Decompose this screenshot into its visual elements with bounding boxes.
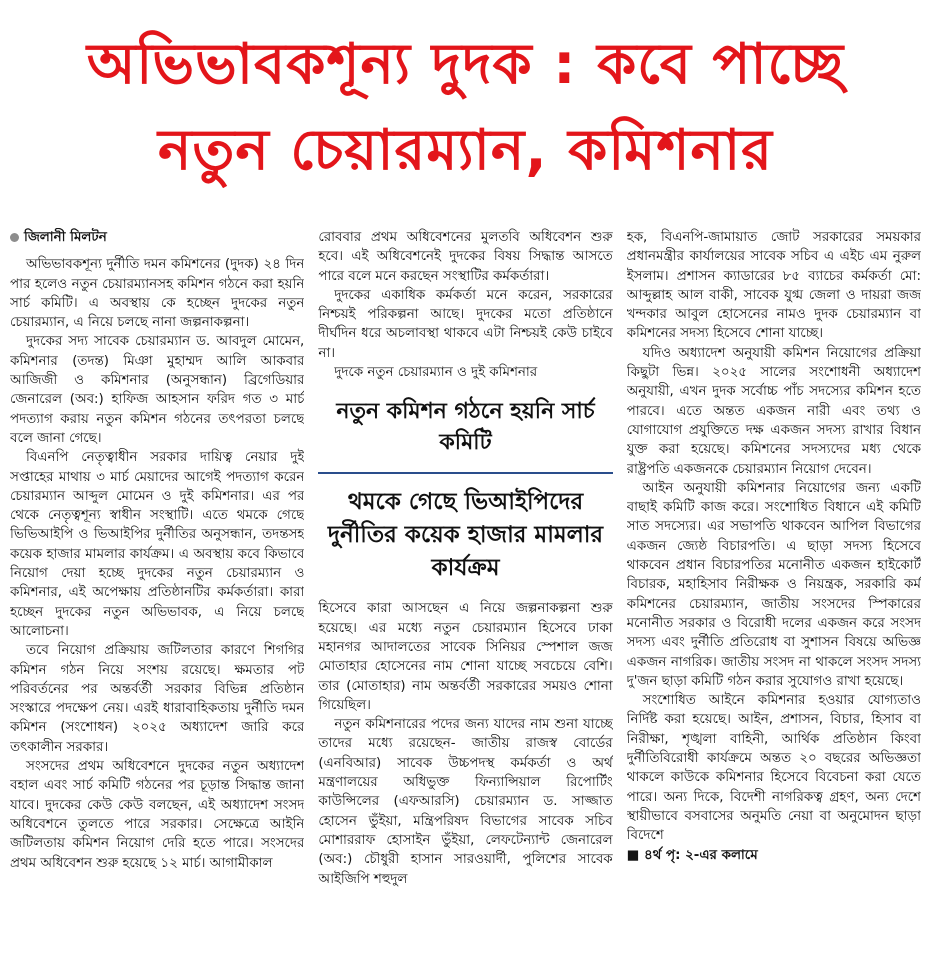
paragraph: দুদকের সদ্য সাবেক চেয়ারম্যান ড. আবদুল মোমেন, কমিশনার (তদন্ত) মিঞা মুহাম্মদ আলি আকবার আজিজী ও কমিশনার (অনুসন্ধান) ব্রিগেডিয়ার জেনারেল (অব:) হাফিজ আহসান ফরিদ গত ৩ মার্চ পদত্যাগ করায় নতুন কমিশন গঠনের তৎপরতা চলছে বলে জানা গেছে। bbox=[10, 334, 305, 446]
divider-line bbox=[318, 472, 612, 474]
paragraph: হিসেবে কারা আসছেন এ নিয়ে জল্পনাকল্পনা শুরু হয়েছে। এর মধ্যে নতুন চেয়ারম্যান হিসেবে ঢাকা মহানগর আদালতের সাবেক সিনিয়র স্পেশাল জজ মোতাহার হোসেনের নাম শোনা যাচ্ছে সবচেয়ে বেশি। তার (মোতাহার) নাম অন্তর্বর্তী সরকারের সময়ও শোনা গিয়েছিল। bbox=[318, 601, 613, 713]
headline-line-1: অভিভাবকশূন্য দুদক : কবে পাচ্ছে bbox=[86, 32, 845, 97]
paragraph: সংসদের প্রথম অধিবেশনে দুদকের নতুন অধ্যাদেশ বহাল এবং সার্চ কমিটি গঠনের পর চূড়ান্ত সিদ্ধান্ত জানা যাবে। দুদকের কেউ কেউ বলছেন, এই অধ্যাদেশ সংসদ অধিবেশনে তুলতে পারে সরকার। সেক্ষেত্রে আইনি জটিলতায় কমিশন নিয়োগ দেরি হতে পারে। সংসদের প্রথম অধিবেশন শুরু হয়েছে ১২ মার্চ। আগামীকাল bbox=[10, 759, 305, 871]
bullet-dot-icon bbox=[10, 233, 19, 242]
paragraph: সংশোধিত আইনে কমিশনার হওয়ার যোগ্যতাও নির্দিষ্ট করা হয়েছে। আইন, প্রশাসন, বিচার, হিসাব বা নিরীক্ষা, শৃঙ্খলা বাহিনী, আর্থিক প্রতিষ্ঠান কিংবা দুর্নীতিবিরোধী কার্যক্রমে অন্তত ২০ বছরের অভিজ্ঞতা থাকলে কাউকে কমিশনার হিসেবে বিবেচনা করা যেতে পারে। অন্য দিকে, বিদেশী নাগরিকত্ব গ্রহণ, অন্য দেশে স্থায়ীভাবে বসবাসের অনুমতি নেয়া বা অনুমোদন ছাড়া বিদেশে bbox=[626, 693, 921, 844]
subheadline-search-committee: নতুন কমিশন গঠনে হয়নি সার্চ কমিটি bbox=[336, 399, 595, 456]
paragraph: বিএনপি নেতৃত্বাধীন সরকার দায়িত্ব নেয়ার দুই সপ্তাহের মাথায় ৩ মার্চ মেয়াদের আগেই পদত্যাগ করেন চেয়ারম্যান আব্দুল মোমেন ও দুই কমিশনার। এর পর থেকে নেতৃত্বশূন্য স্বাধীন সংস্থাটি। এতে থমকে গেছে ভিভিআইপি ও ভিআইপির দুর্নীতির অনুসন্ধান, তদন্তসহ কয়েক হাজার মামলার কার্যক্রম। এ অবস্থায় কবে কিভাবে নিয়োগ দেয়া হচ্ছে দুদকের নতুন চেয়ারম্যান ও কমিশনার, এই অপেক্ষায় প্রতিষ্ঠানটির কর্মকর্তারা। কারা হচ্ছেন দুদকের নতুন অভিভাবক, এ নিয়ে চলছে আলোচনা। bbox=[10, 450, 305, 639]
paragraph: নতুন কমিশনারের পদের জন্য যাদের নাম শুনা যাচ্ছে তাদের মধ্যে রয়েছেন- জাতীয় রাজস্ব বোর্ডের (এনবিআর) সাবেক উচ্চপদস্থ কর্মকর্তা ও অর্থ মন্ত্রণালয়ের অধিভুক্ত ফিন্যান্সিয়াল রিপোর্টিং কাউন্সিলের (এফআরসি) চেয়ারম্যান ড. সাজ্জাত হোসেন ভুঁইয়া, মন্ত্রিপরিষদ বিভাগের সাবেক সচিব মোশাররাফ হোসাইন ভুঁইয়া, লেফটেন্যান্ট জেনারেল (অব:) চৌধুরী হাসান সারওয়ার্দী, পুলিশের সাবেক আইজিপি শহুদুল bbox=[318, 717, 613, 887]
byline bbox=[10, 228, 304, 247]
paragraph: যদিও অধ্যাদেশ অনুযায়ী কমিশন নিয়োগের প্রক্রিয়া কিছুটা ভিন্ন। ২০২৫ সালের সংশোধনী অধ্যাদেশ অনুযায়ী, এখন দুদক সর্বোচ্চ পাঁচ সদস্যের কমিশন হতে পারবে। এতে অন্তত একজন নারী এবং তথ্য ও যোগাযোগ প্রযুক্তিতে দক্ষ একজন সদস্য রাখার বিধান যুক্ত করা হয়েছে। কমিশনের সদস্যদের মধ্য থেকে রাষ্ট্রপতি একজনকে চেয়ারম্যান নিয়োগ দেবেন। bbox=[626, 345, 921, 477]
paragraph: তবে নিয়োগ প্রক্রিয়ায় জটিলতার কারণে শিগগির কমিশন গঠন নিয়ে সংশয় রয়েছে। ক্ষমতার পট পরিবর্তনের পর অন্তর্বর্তী সরকার বিভিন্ন প্রতিষ্ঠান সংস্কারে পদক্ষেপ নেয়। এরই ধারাবাহিকতায় দুর্নীতি দমন কমিশন (সংশোধন) ২০২৫ অধ্যাদেশ জারি করে তৎকালীন সরকার। bbox=[10, 643, 305, 755]
paragraph: দুদকের একাধিক কর্মকর্তা মনে করেন, সরকারের নিশ্চয়ই পরিকল্পনা আছে। দুদকের মতো প্রতিষ্ঠানে দীর্ঘদিন ধরে অচলাবস্থা থাকবে এটা নিশ্চয়ই কেউ চাইবে না। bbox=[318, 287, 613, 361]
headline-line-2: নতুন চেয়ারম্যান, কমিশনার bbox=[157, 118, 773, 183]
headline bbox=[10, 0, 921, 194]
paragraph: রোববার প্রথম অধিবেশনের মুলতবি অধিবেশন শুরু হবে। এই অধিবেশনেই দুদকের বিষয় সিদ্ধান্ত আসতে পারে বলে মনে করছেন সংস্থাটির কর্মকর্তারা। bbox=[318, 230, 613, 284]
column-1 bbox=[10, 228, 304, 950]
paragraph: আইন অনুযায়ী কমিশনার নিয়োগের জন্য একটি বাছাই কমিটি কাজ করে। সংশোধিত বিধানে এই কমিটি সাত সদস্যের। এর সভাপতি থাকবেন আপিল বিভাগের একজন জ্যেষ্ঠ বিচারপতি। এ ছাড়া সদস্য হিসেবে থাকবেন প্রধান বিচারপতির মনোনীত একজন হাইকোর্ট বিচারক, মহাহিসাব নিরীক্ষক ও নিয়ন্ত্রক, সরকারি কর্ম কমিশনের চেয়ারম্যান, জাতীয় সংসদের স্পিকারের মনোনীত সরকার ও বিরোধী দলের একজন করে সংসদ সদস্য এবং দুর্নীতি প্রতিরোধ বা সুশাসন বিষয়ে অভিজ্ঞ একজন নাগরিক। জাতীয় সংসদ না থাকলে সংসদ সদস্য দু'জন ছাড়া কমিটি গঠন করার সুযোগও রাখা হয়েছে। bbox=[626, 480, 921, 689]
column-3 bbox=[627, 228, 921, 950]
subheadline-vip-cases: থমকে গেছে ভিআইপিদের দুর্নীতির কয়েক হাজার মামলার কার্যক্রম bbox=[327, 489, 604, 582]
continuation-note: ■ ৪র্থ পৃ: ২-এর কলামে bbox=[626, 847, 758, 863]
column-2 bbox=[318, 228, 612, 950]
paragraph: দুদকে নতুন চেয়ারম্যান ও দুই কমিশনার bbox=[334, 365, 538, 381]
article-columns bbox=[10, 228, 921, 950]
paragraph: হক, বিএনপি-জামায়াত জোট সরকারের সময়কার প্রধানমন্ত্রীর কার্যালয়ের সাবেক সচিব এ এইচ এম নুরুল ইসলাম। প্রশাসন ক্যাডারের ৮৫ ব্যাচের কর্মকর্তা মো: আব্দুল্লাহ আল বাকী, সাবেক যুগ্ম জেলা ও দায়রা জজ খন্দকার আবুল হোসেনের নামও দুদক চেয়ারম্যান বা কমিশনের সদস্য হিসেবে শোনা যাচ্ছে। bbox=[626, 230, 921, 342]
author-name: জিলানী মিলটন bbox=[24, 230, 107, 245]
paragraph: অভিভাবকশূন্য দুর্নীতি দমন কমিশনের (দুদক) ২৪ দিন পার হলেও নতুন চেয়ারম্যানসহ কমিশন গঠনে করা হয়নি সার্চ কমিটি। এ অবস্থায় কে হচ্ছেন দুদকের নতুন চেয়ারম্যান, এ নিয়ে চলছে নানা জল্পনাকল্পনা। bbox=[10, 257, 305, 331]
